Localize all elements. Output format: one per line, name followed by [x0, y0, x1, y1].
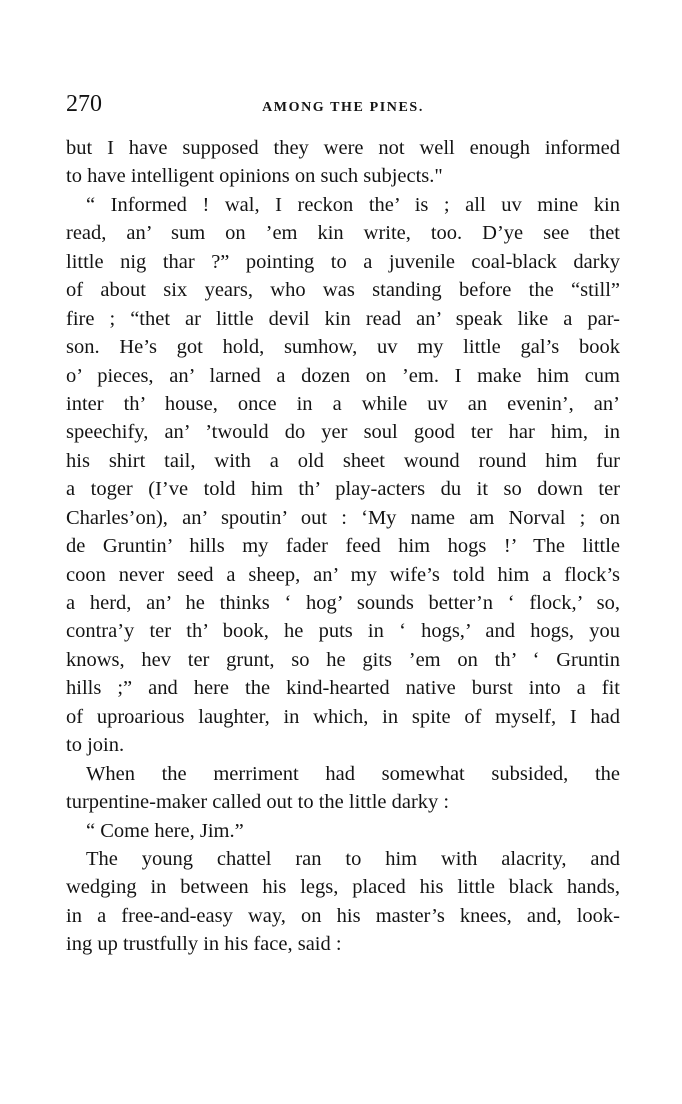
- text-line: speechify, an’ ’twould do yer soul good ter har him, in: [66, 421, 620, 444]
- book-page: [66, 86, 620, 959]
- running-head: AMONG THE PINES.: [262, 100, 424, 115]
- text-line: de Gruntin’ hills my fader feed him hogs !’ The little: [66, 535, 620, 558]
- text-line: but I have supposed they were not well enough informed: [66, 137, 620, 159]
- text-line: contra’y ter th’ book, he puts in ‘ hogs,’ and hogs, you: [66, 620, 620, 643]
- text-line: little nig thar ?” pointing to a juvenile coal-black darky: [66, 250, 620, 273]
- text-line: turpentine-maker called out to the little darky :: [66, 791, 450, 814]
- page-number: 270: [66, 91, 102, 117]
- text-line: The young chattel ran to him with alacrity, and: [86, 847, 620, 870]
- text-line: “ Come here, Jim.”: [86, 819, 244, 842]
- text-line: hills ;” and here the kind-hearted native burst into a fit: [66, 677, 620, 700]
- text-line: read, an’ sum on ’em kin write, too. D’ye see thet: [66, 222, 620, 245]
- text-line: his shirt tail, with a old sheet wound round him fur: [66, 449, 620, 472]
- text-line: wedging in between his legs, placed his little black hands,: [66, 876, 620, 899]
- text-line: When the merriment had somewhat subsided, the: [86, 762, 620, 785]
- text-line: fire ; “thet ar little devil kin read an’ speak like a par-: [66, 307, 620, 330]
- text-line: “ Informed ! wal, I reckon the’ is ; all uv mine kin: [86, 193, 620, 216]
- text-line: Charles’on), an’ spoutin’ out : ‘My name am Norval ; on: [66, 506, 620, 529]
- text-line: coon never seed a sheep, an’ my wife’s told him a flock’s: [66, 563, 620, 586]
- text-line: a herd, an’ he thinks ‘ hog’ sounds better’n ‘ flock,’ so,: [66, 592, 620, 614]
- body-text: [66, 134, 620, 959]
- text-line: to have intelligent opinions on such subjects.": [66, 165, 443, 188]
- text-line: knows, hev ter grunt, so he gits ’em on th’ ‘ Gruntin: [66, 648, 620, 671]
- text-line: o’ pieces, an’ larned a dozen on ’em. I make him cum: [66, 364, 620, 387]
- text-line: to join.: [66, 734, 125, 757]
- text-line: of uproarious laughter, in which, in spite of myself, I had: [66, 705, 620, 728]
- text-line: a toger (I’ve told him th’ play-acters du it so down ter: [66, 478, 620, 501]
- text-line: son. He’s got hold, sumhow, uv my little gal’s book: [66, 336, 620, 359]
- text-line: of about six years, who was standing before the “still”: [66, 279, 620, 302]
- text-line: inter th’ house, once in a while uv an evenin’, an’: [66, 392, 620, 415]
- text-line: in a free-and-easy way, on his master’s knees, and, look-: [66, 904, 620, 927]
- page-header: [66, 86, 620, 122]
- text-line: ing up trustfully in his face, said :: [66, 933, 342, 956]
